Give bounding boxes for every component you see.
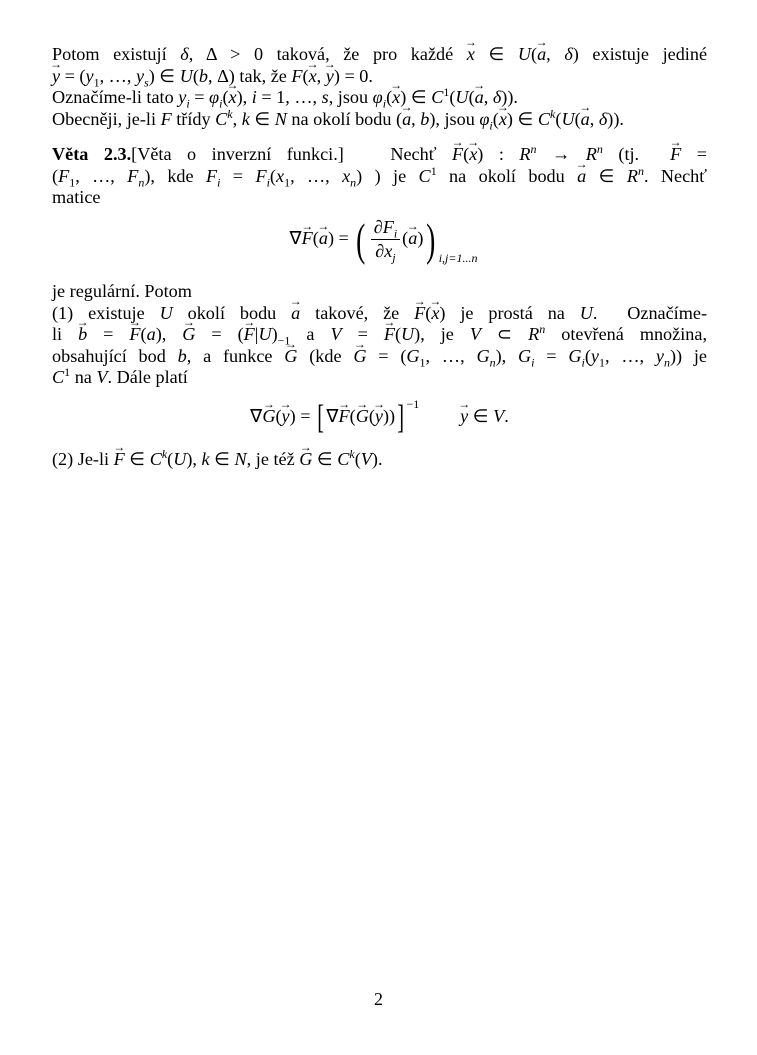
document-body bbox=[52, 44, 707, 470]
intro-line-2: → $y = (y_1$, …, $y_s$) ∈ U(b, Δ) tak, že F(→ x, → y) = 0. bbox=[52, 66, 707, 88]
theorem-line-2: ($F_1$, …, $F_n$), kde $F_i = F_i(x_1$, …, $x_n$) ) je $C^1$ na okolí bodu → a ∈ $R^n$. Nechť bbox=[52, 166, 707, 188]
theorem-heading-line: Věta 2.3.[Věta o inverzní funkci.] Nechť → F(→ x) : $R^n \to R^n$ (tj. → F = bbox=[52, 144, 707, 166]
equation-subscript: i,j=1...n bbox=[438, 250, 478, 265]
equation-gradient-f: ∇→ F(→ a) = ( $\frac{\partial F_i}{\partial x_j}$ (→ a)) $_{i,j=1...n}$ bbox=[52, 217, 707, 270]
equation-gradient-g: ∇→ G(→ y) = [ ∇→ F(→ G(→ y))] $^{-1}$ → y ∈ V. bbox=[52, 401, 707, 435]
theorem-label: Věta 2.3. bbox=[52, 144, 132, 164]
theorem-line-3: matice bbox=[52, 187, 101, 207]
part1-line-1: (1) existuje U okolí bodu → a takové, že → F(→ x) je prostá na U. Označíme- bbox=[52, 303, 707, 325]
part1-line-4: $C^1$ na V. Dále platí bbox=[52, 365, 188, 388]
intro-line-3: Označíme-li tato $y_i = \varphi_i(\to x)$, i = 1, …, s, jsou $\varphi_i(\to x)$ ∈ $C^1(U(\to a$, δ)). bbox=[52, 87, 707, 109]
theorem-title: [Věta o inverzní funkci.] bbox=[131, 144, 344, 164]
theorem-line-4: je regulární. Potom bbox=[52, 281, 192, 302]
page-number: 2 bbox=[374, 989, 383, 1009]
part1-line-2: li → b = → F(a), → G = (→ $F|U)_{-1}$ a V = → F(U), je V ⊂ $R^n$ otevřená množina, bbox=[52, 324, 707, 346]
part1-line-3: obsahující bod b, a funkce → G ($kde \to G = (G_1$, …, $G_n$), $G_i = G_i(y_1$, …, $y_n$)) je bbox=[52, 346, 707, 368]
part2-line: (2) Je-li → F ∈ $C^k(U)$, k ∈ N, je též → G ∈ $C^k(V)$. bbox=[52, 449, 707, 471]
intro-line-4: Obecněji, je-li F třídy $C^k$, k ∈ N na okolí bodu (→ a, b), jsou $\varphi_i(\to x)$ ∈ $C^k(U(\to a$, δ)). bbox=[52, 109, 707, 131]
intro-line-1: Potom existují δ, Δ > 0 taková, že pro každé → x ∈ U(→ a, δ) existuje jediné bbox=[52, 44, 707, 66]
